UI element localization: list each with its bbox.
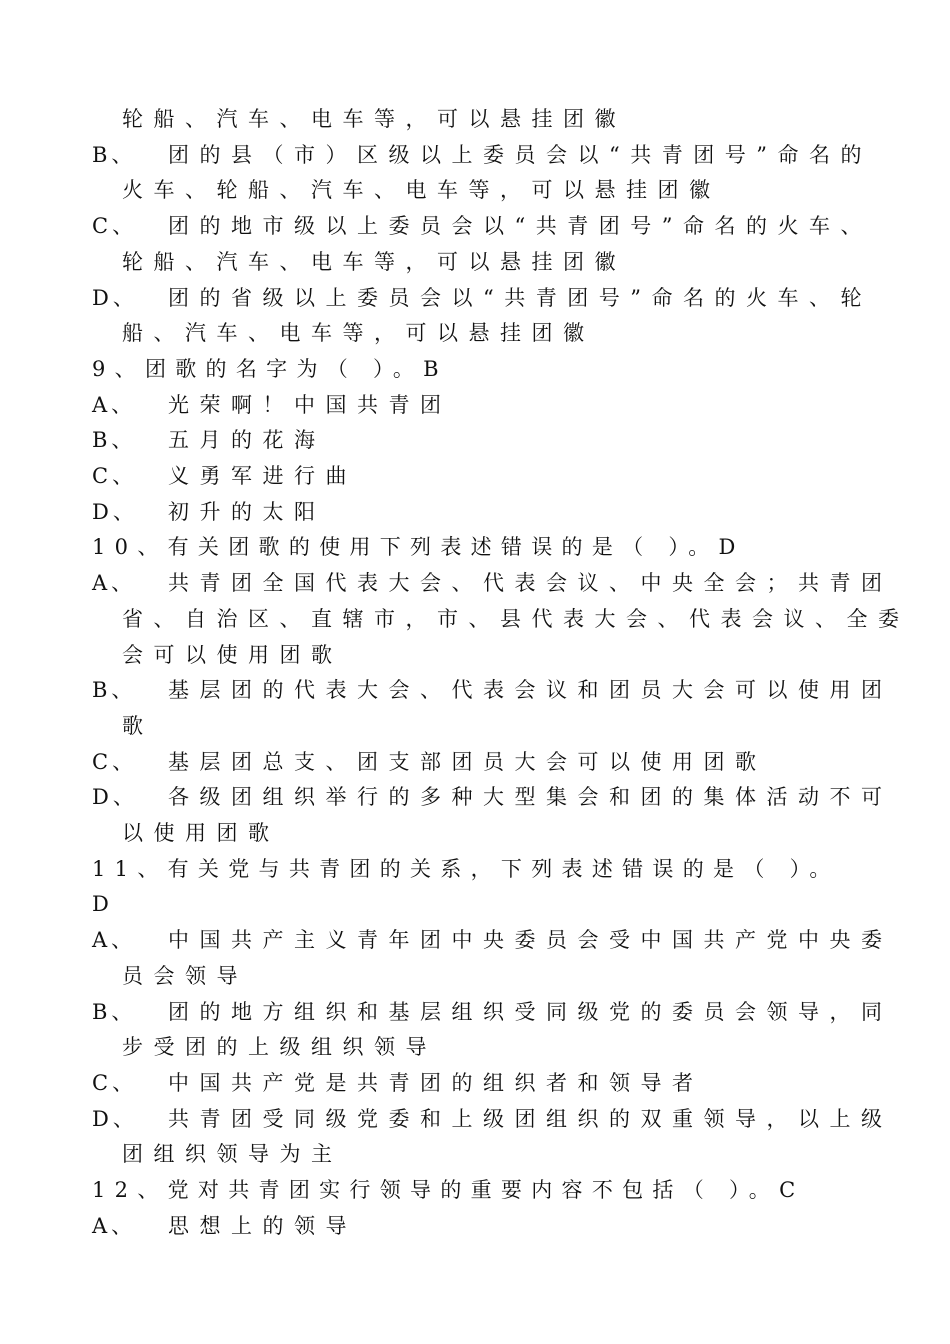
option-label: B、	[92, 142, 137, 167]
option-label: B、	[92, 999, 137, 1024]
option-text: 五月的花海	[168, 428, 326, 453]
continuation-text: 员会领导	[122, 963, 248, 988]
continuation-text: 轮船、汽车、电车等，可以悬挂团徽	[122, 107, 626, 131]
option-label: B、	[92, 678, 137, 703]
option-text: 中国共产主义青年团中央委员会受中国共产党中央委	[168, 928, 893, 953]
option-label: D、	[92, 785, 138, 810]
continuation-text: 团组织领导为主	[122, 1142, 343, 1167]
option-label: C、	[92, 749, 138, 774]
continuation-text: 以使用团歌	[122, 821, 280, 845]
option-label: A、	[92, 571, 137, 596]
option-label: C、	[92, 214, 138, 239]
continuation-text: 歌	[122, 713, 154, 738]
option-text: 初升的太阳	[168, 499, 326, 524]
option-text: 义勇军进行曲	[168, 464, 357, 488]
continuation-text: 省、自治区、直辖市，市、县代表大会、代表会议、全委	[122, 606, 910, 631]
option-label: A、	[92, 392, 137, 417]
question-text: 12、党对共青团实行领导的重要内容不包括（ ）。C	[92, 1178, 805, 1202]
option-text: 共青团受同级党委和上级团组织的双重领导，以上级	[168, 1106, 893, 1131]
option-text: 各级团组织举行的多种大型集会和团的集体活动不可	[168, 785, 893, 810]
option-text: 共青团全国代表大会、代表会议、中央全会；共青团	[168, 571, 893, 596]
continuation-text: 会可以使用团歌	[122, 642, 343, 667]
option-text: 团的地方组织和基层组织受同级党的委员会领导，同	[168, 999, 893, 1024]
option-label: A、	[92, 1213, 137, 1238]
option-label: C、	[92, 1070, 138, 1095]
option-text: 中国共产党是共青团的组织者和领导者	[168, 1070, 704, 1095]
question-text: 11、有关党与共青团的关系，下列表述错误的是（ ）。	[92, 856, 840, 881]
continuation-text: 步受团的上级组织领导	[122, 1035, 437, 1060]
option-text: 团的省级以上委员会以“共青团号”命名的火车、轮	[168, 285, 872, 310]
option-label: D、	[92, 499, 138, 524]
question-text: 9、团歌的名字为（ ）。B	[92, 356, 448, 381]
option-text: 团的地市级以上委员会以“共青团号”命名的火车、	[168, 214, 872, 239]
option-text: 光荣啊！中国共青团	[168, 392, 452, 417]
question-text: 10、有关团歌的使用下列表述错误的是（ ）。D	[92, 535, 745, 560]
continuation-text: 船、汽车、电车等，可以悬挂团徽	[122, 321, 595, 346]
option-label: D、	[92, 285, 138, 310]
option-text: 思想上的领导	[168, 1213, 357, 1238]
continuation-text: 火车、轮船、汽车、电车等，可以悬挂团徽	[122, 178, 721, 203]
option-label: B、	[92, 428, 137, 453]
continuation-text: 轮船、汽车、电车等，可以悬挂团徽	[122, 249, 626, 274]
option-text: 团的县（市）区级以上委员会以“共青团号”命名的	[168, 142, 872, 167]
option-text: 基层团总支、团支部团员大会可以使用团歌	[168, 749, 767, 774]
option-label: D、	[92, 1106, 138, 1131]
option-label: C、	[92, 464, 138, 488]
answer-text: D	[92, 892, 109, 917]
option-label: A、	[92, 928, 137, 953]
option-text: 基层团的代表大会、代表会议和团员大会可以使用团	[168, 678, 893, 703]
